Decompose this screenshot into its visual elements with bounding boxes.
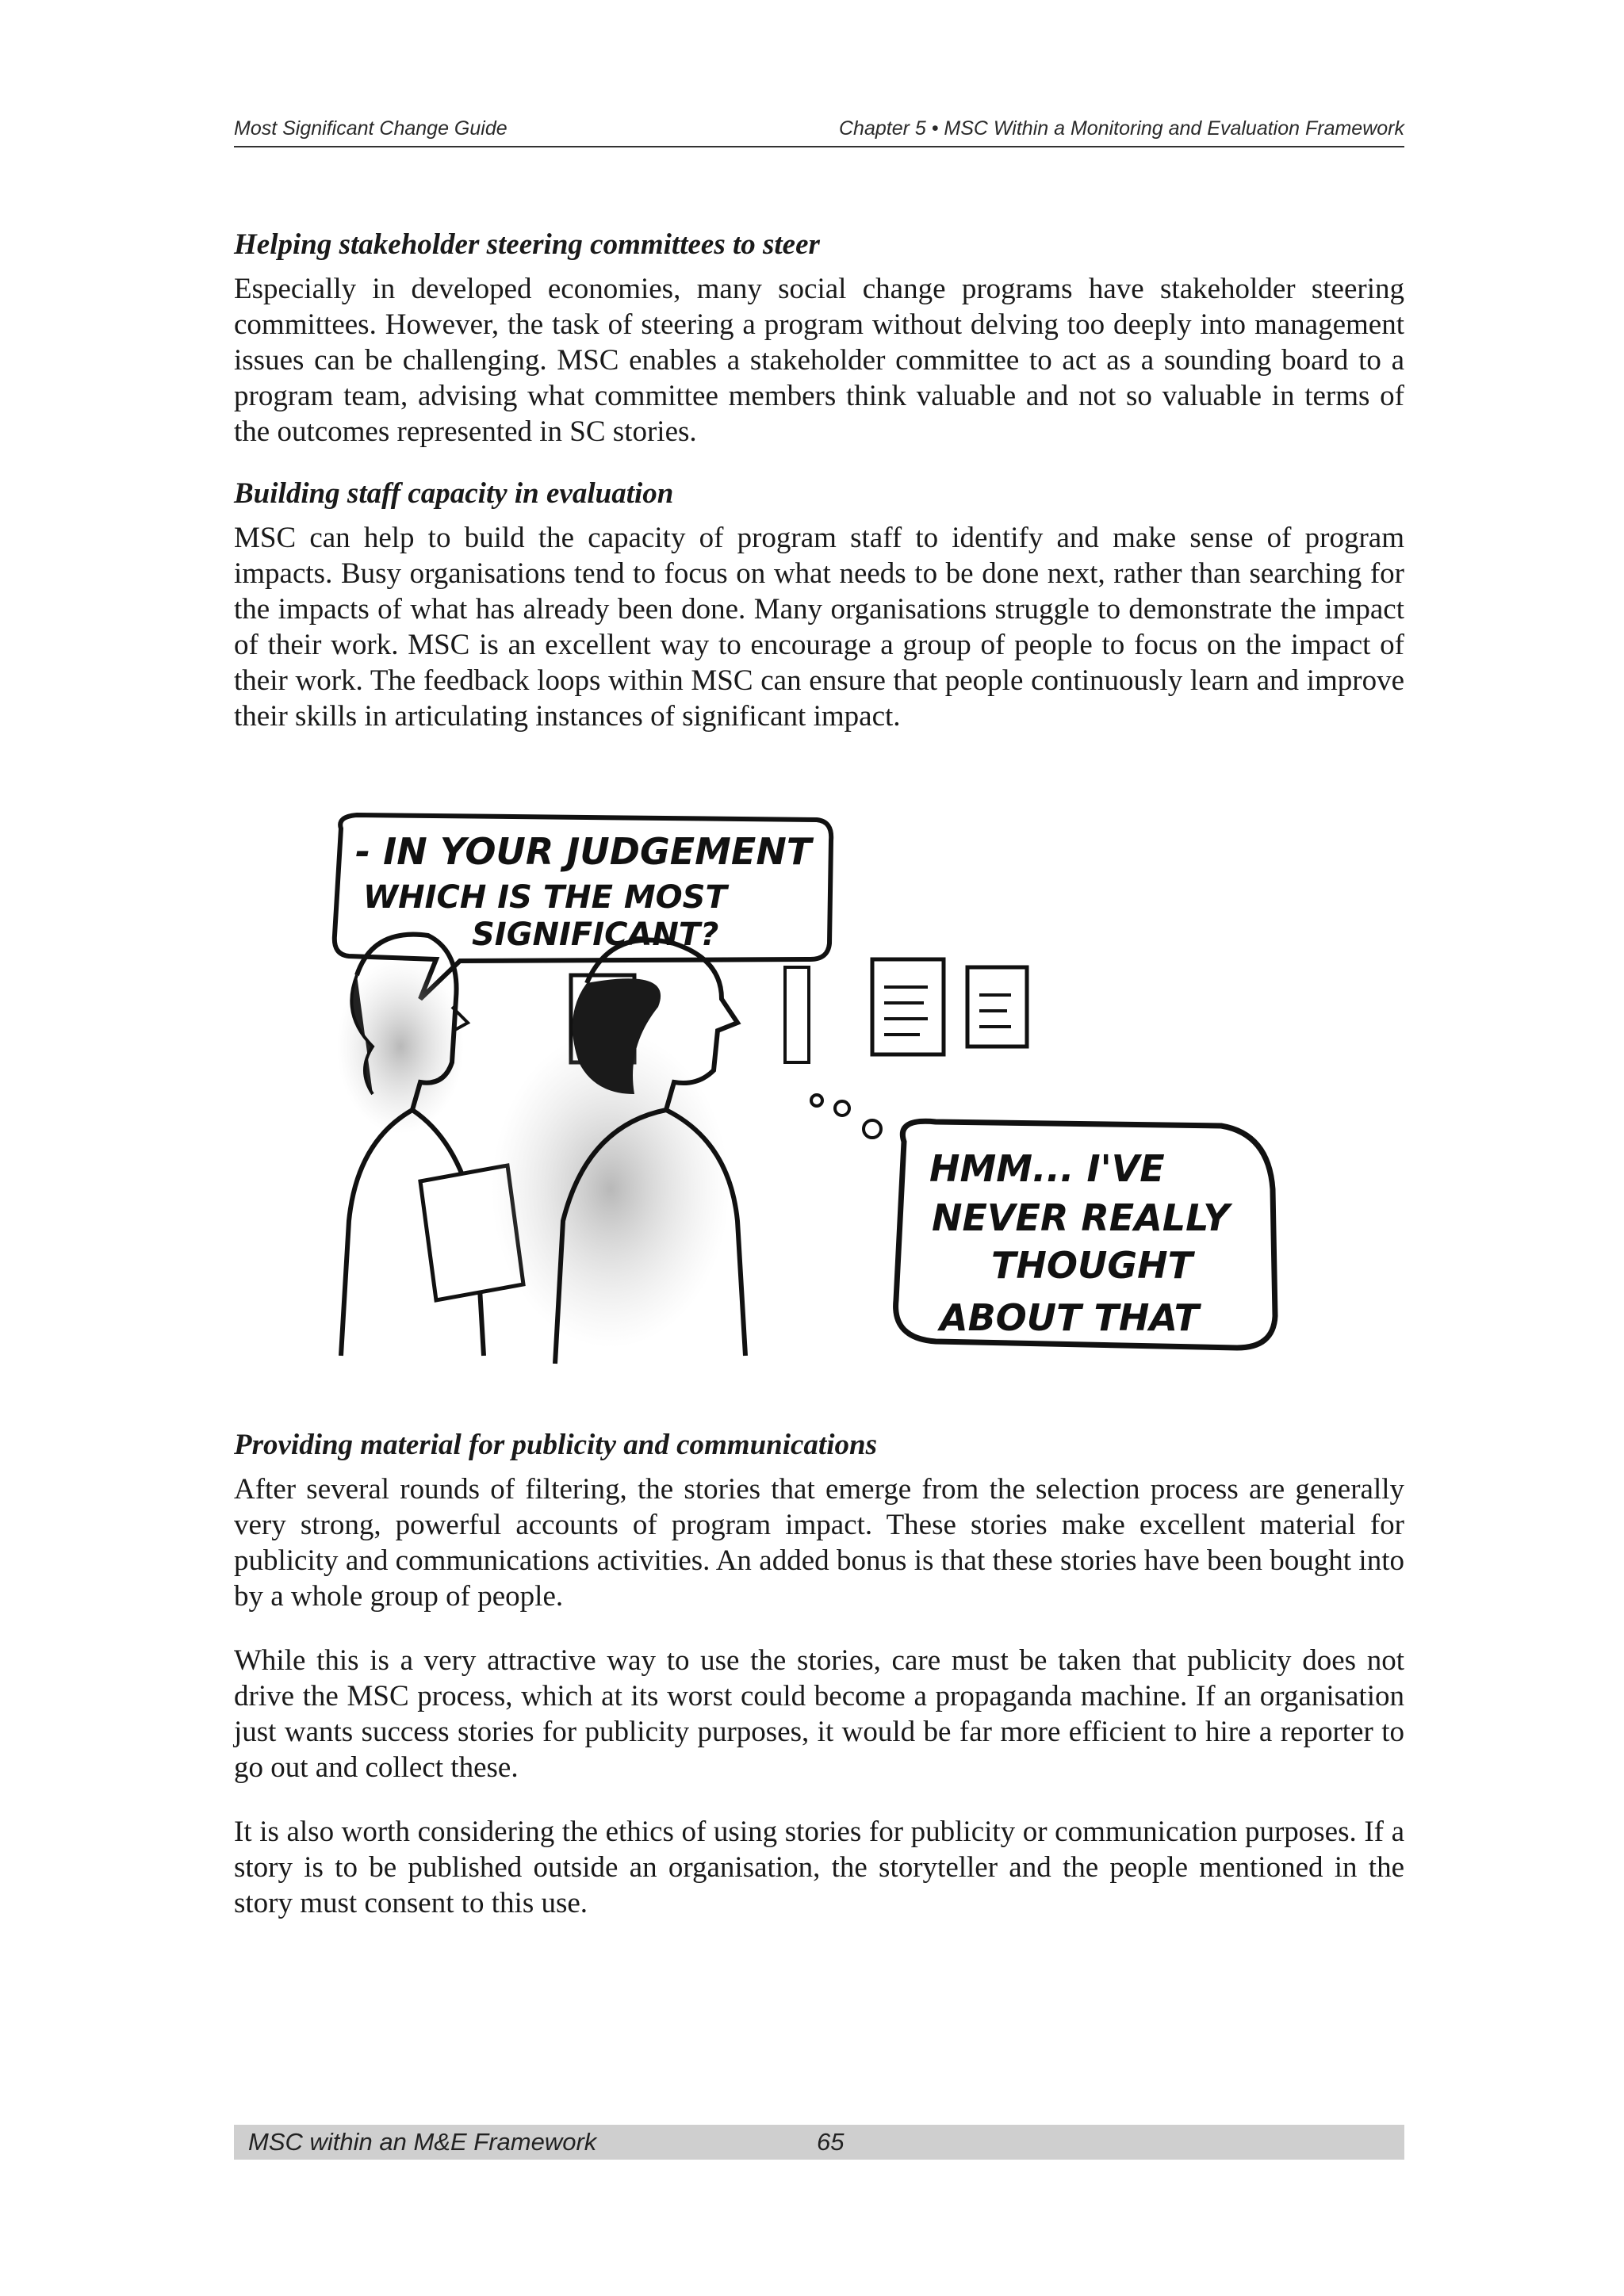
section-heading-capacity xyxy=(234,476,1404,512)
woman-figure xyxy=(337,935,523,1356)
paragraph-text: After several rounds of filtering, the stories that emerge from the selection process are generally very strong, powerful accounts of program impact. These stories make excellent material for publicity and communications activities. An added bonus is that these stories have been bought into by a whole group of people. xyxy=(234,1473,1404,1613)
footer-bar xyxy=(234,2125,1404,2160)
paragraph-text: MSC can help to build the capacity of program staff to identify and make sense of program impacts. Busy organisations tend to focus on what needs to be done next, rather than searching for the impacts of what has already been done. Many organisations struggle to demonstrate the impact of their work. MSC is an excellent way to encourage a group of people to focus on the impact of their work. The feedback loops within MSC can ensure that people continuously learn and improve their skills in articulating instances of significant impact. xyxy=(234,522,1404,733)
paragraph-text: Especially in developed economies, many social change programs have stakeholder steering committees. However, the task of steering a program without delving too deeply into management issues can be challenging. MSC enables a stakeholder committee to act as a sounding board to a program team, advising what committee members think valuable and not so valuable in terms of the outcomes represented in SC stories. xyxy=(234,273,1404,448)
thought-dot xyxy=(864,1120,881,1138)
paragraph-capacity xyxy=(234,520,1404,734)
thought-line-4: ABOUT THAT xyxy=(940,1296,1199,1339)
thought-dot xyxy=(811,1095,822,1106)
cartoon-drawing xyxy=(325,809,1332,1380)
speech-line-3: SIGNIFICANT? xyxy=(472,916,719,953)
cartoon-illustration xyxy=(325,809,1332,1380)
section-heading-text: Building staff capacity in evaluation xyxy=(234,477,674,510)
section-heading-steering xyxy=(234,227,1404,263)
speech-line-2: WHICH IS THE MOST xyxy=(363,879,727,916)
thought-dot xyxy=(835,1101,849,1115)
paragraph-publicity-1 xyxy=(234,1471,1404,1614)
paragraph-publicity-2 xyxy=(234,1643,1404,1785)
page-number: 65 xyxy=(817,2128,845,2156)
paragraph-steering xyxy=(234,271,1404,450)
man-figure xyxy=(492,940,745,1364)
section-heading-publicity xyxy=(234,1427,1404,1464)
section-heading-text: Helping stakeholder steering committees to steer xyxy=(234,228,820,261)
header-chapter-title: Chapter 5 • MSC Within a Monitoring and Evaluation Framework xyxy=(838,117,1404,140)
speech-line-1: - IN YOUR JUDGEMENT xyxy=(355,830,812,873)
thought-line-2: NEVER REALLY xyxy=(932,1196,1230,1239)
footer-title: MSC within an M&E Framework xyxy=(248,2128,597,2156)
paragraph-publicity-3 xyxy=(234,1814,1404,1921)
paragraph-text: While this is a very attractive way to use the stories, care must be taken that publicity does not drive the MSC process, which at its worst could become a propaganda machine. If an organisation just wants success stories for publicity purposes, it would be far more efficient to hire a reporter to go out and collect these. xyxy=(234,1644,1404,1784)
running-header xyxy=(234,116,1404,147)
thought-line-3: THOUGHT xyxy=(991,1244,1193,1287)
thought-line-1: HMM... I'VE xyxy=(929,1147,1165,1190)
paragraph-text: It is also worth considering the ethics of using stories for publicity or communication purposes. If a story is to be published outside an organisation, the storyteller and the people mentioned in the story must consent to this use. xyxy=(234,1816,1404,1919)
header-guide-title: Most Significant Change Guide xyxy=(234,117,508,140)
section-heading-text: Providing material for publicity and communications xyxy=(234,1429,877,1461)
